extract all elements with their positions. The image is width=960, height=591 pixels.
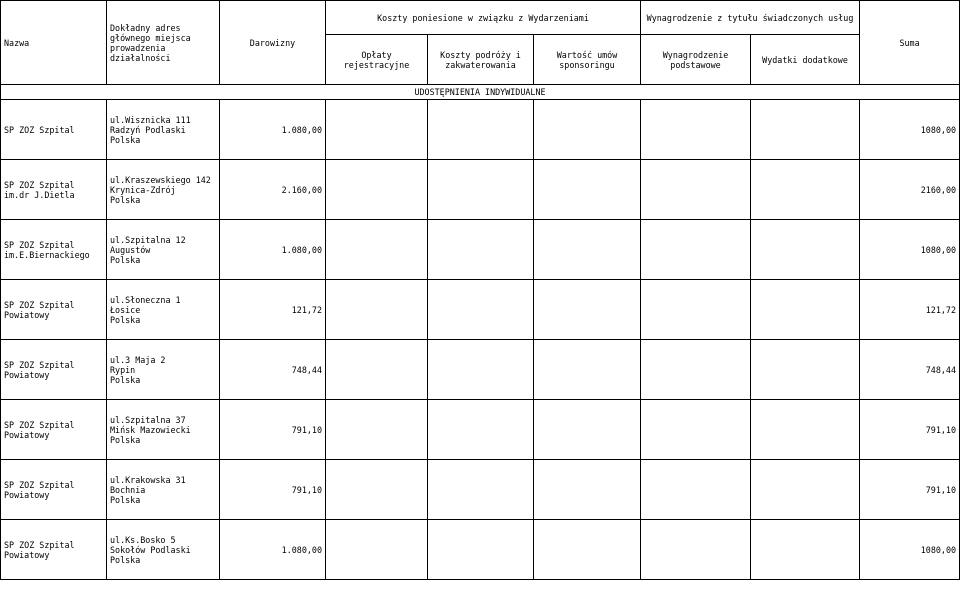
row-adres-kraj: Polska	[110, 494, 141, 505]
row-suma: 1080,00	[860, 100, 960, 160]
row-oplaty	[326, 340, 428, 400]
row-darowizny: 1.080,00	[220, 100, 326, 160]
header-nazwa: Nazwa	[1, 1, 107, 85]
row-wydatki-dodatkowe	[751, 340, 860, 400]
row-wynagrodzenie-podstawowe	[641, 340, 751, 400]
row-wynagrodzenie-podstawowe	[641, 520, 751, 580]
row-wydatki-dodatkowe	[751, 160, 860, 220]
row-adres-ulica: ul.Szpitalna 12	[110, 234, 186, 245]
row-suma: 1080,00	[860, 220, 960, 280]
row-nazwa: SP ZOZ Szpital Powiatowy	[1, 340, 107, 400]
row-oplaty	[326, 520, 428, 580]
table-row	[1, 340, 960, 400]
row-adres-miasto: Bochnia	[110, 484, 146, 495]
row-wynagrodzenie-podstawowe	[641, 460, 751, 520]
header-koszty-group: Koszty poniesione w związku z Wydarzeniami	[326, 1, 641, 35]
row-oplaty	[326, 220, 428, 280]
row-adres-kraj: Polska	[110, 134, 141, 145]
row-koszty-podrozy	[428, 100, 534, 160]
row-adres-ulica: ul.3 Maja 2	[110, 354, 166, 365]
section-label: UDOSTĘPNIENIA INDYWIDUALNE	[1, 85, 960, 100]
row-oplaty	[326, 160, 428, 220]
row-adres	[107, 280, 220, 340]
header-wynagrodzenie-group: Wynagrodzenie z tytułu świadczonych usług	[641, 1, 860, 35]
row-adres	[107, 460, 220, 520]
row-suma: 121,72	[860, 280, 960, 340]
row-adres-ulica: ul.Wisznicka 111	[110, 114, 191, 125]
table-row	[1, 280, 960, 340]
row-darowizny: 2.160,00	[220, 160, 326, 220]
row-wartosc-umow	[534, 520, 641, 580]
row-nazwa: SP ZOZ Szpital Powiatowy	[1, 280, 107, 340]
row-adres-miasto: Augustów	[110, 244, 151, 255]
header-suma: Suma	[860, 1, 960, 85]
header-wynagrodzenie-podstawowe: Wynagrodzenie podstawowe	[641, 35, 751, 85]
row-koszty-podrozy	[428, 340, 534, 400]
header-oplaty: Opłaty rejestracyjne	[326, 35, 428, 85]
header-darowizny: Darowizny	[220, 1, 326, 85]
row-suma: 791,10	[860, 400, 960, 460]
row-adres	[107, 400, 220, 460]
row-wartosc-umow	[534, 100, 641, 160]
row-adres-kraj: Polska	[110, 194, 141, 205]
row-suma: 791,10	[860, 460, 960, 520]
row-adres-ulica: ul.Słoneczna 1	[110, 294, 181, 305]
row-adres-kraj: Polska	[110, 554, 141, 565]
row-suma: 748,44	[860, 340, 960, 400]
row-koszty-podrozy	[428, 400, 534, 460]
row-adres-kraj: Polska	[110, 434, 141, 445]
row-wydatki-dodatkowe	[751, 400, 860, 460]
row-oplaty	[326, 280, 428, 340]
row-koszty-podrozy	[428, 280, 534, 340]
row-adres-miasto: Rypin	[110, 364, 136, 375]
row-adres-ulica: ul.Ks.Bosko 5	[110, 534, 176, 545]
table-row	[1, 100, 960, 160]
row-wydatki-dodatkowe	[751, 220, 860, 280]
row-adres-ulica: ul.Krakowska 31	[110, 474, 186, 485]
row-darowizny: 791,10	[220, 460, 326, 520]
row-darowizny: 1.080,00	[220, 520, 326, 580]
row-wydatki-dodatkowe	[751, 520, 860, 580]
row-nazwa: SP ZOZ Szpital Powiatowy	[1, 400, 107, 460]
row-wartosc-umow	[534, 400, 641, 460]
row-koszty-podrozy	[428, 460, 534, 520]
row-suma: 2160,00	[860, 160, 960, 220]
row-adres-miasto: Łosice	[110, 304, 141, 315]
row-adres-miasto: Radzyń Podlaski	[110, 124, 186, 135]
row-adres	[107, 220, 220, 280]
table-row	[1, 400, 960, 460]
row-adres-miasto: Sokołów Podlaski	[110, 544, 191, 555]
header-wydatki-dodatkowe: Wydatki dodatkowe	[751, 35, 860, 85]
table-row	[1, 160, 960, 220]
row-koszty-podrozy	[428, 220, 534, 280]
row-wartosc-umow	[534, 460, 641, 520]
row-adres-ulica: ul.Kraszewskiego 142	[110, 174, 211, 185]
row-wynagrodzenie-podstawowe	[641, 220, 751, 280]
row-oplaty	[326, 460, 428, 520]
row-wartosc-umow	[534, 340, 641, 400]
row-darowizny: 791,10	[220, 400, 326, 460]
row-wynagrodzenie-podstawowe	[641, 280, 751, 340]
row-nazwa: SP ZOZ Szpital Powiatowy	[1, 520, 107, 580]
table-row	[1, 460, 960, 520]
row-adres-miasto: Mińsk Mazowiecki	[110, 424, 191, 435]
table-row	[1, 220, 960, 280]
row-adres	[107, 340, 220, 400]
row-wynagrodzenie-podstawowe	[641, 160, 751, 220]
row-wydatki-dodatkowe	[751, 460, 860, 520]
row-wynagrodzenie-podstawowe	[641, 400, 751, 460]
header-adres: Dokładny adres głównego miejsca prowadzenia działalności	[107, 1, 220, 85]
row-adres	[107, 520, 220, 580]
row-darowizny: 1.080,00	[220, 220, 326, 280]
row-nazwa: SP ZOZ Szpital Powiatowy	[1, 460, 107, 520]
row-oplaty	[326, 400, 428, 460]
row-darowizny: 121,72	[220, 280, 326, 340]
row-suma: 1080,00	[860, 520, 960, 580]
row-nazwa: SP ZOZ Szpital	[1, 100, 107, 160]
row-koszty-podrozy	[428, 160, 534, 220]
row-adres-miasto: Krynica-Zdrój	[110, 184, 176, 195]
row-wartosc-umow	[534, 280, 641, 340]
header-wartosc-umow: Wartość umów sponsoringu	[534, 35, 641, 85]
row-adres-kraj: Polska	[110, 314, 141, 325]
row-wynagrodzenie-podstawowe	[641, 100, 751, 160]
row-adres-kraj: Polska	[110, 374, 141, 385]
row-wydatki-dodatkowe	[751, 280, 860, 340]
row-nazwa: SP ZOZ Szpital im.E.Biernackiego	[1, 220, 107, 280]
row-adres	[107, 160, 220, 220]
row-nazwa: SP ZOZ Szpital im.dr J.Dietla	[1, 160, 107, 220]
row-adres-ulica: ul.Szpitalna 37	[110, 414, 186, 425]
header-koszty-podrozy: Koszty podróży i zakwaterowania	[428, 35, 534, 85]
row-adres-kraj: Polska	[110, 254, 141, 265]
row-darowizny: 748,44	[220, 340, 326, 400]
row-wartosc-umow	[534, 160, 641, 220]
row-wartosc-umow	[534, 220, 641, 280]
row-oplaty	[326, 100, 428, 160]
row-koszty-podrozy	[428, 520, 534, 580]
row-wydatki-dodatkowe	[751, 100, 860, 160]
table-row	[1, 520, 960, 580]
row-adres	[107, 100, 220, 160]
